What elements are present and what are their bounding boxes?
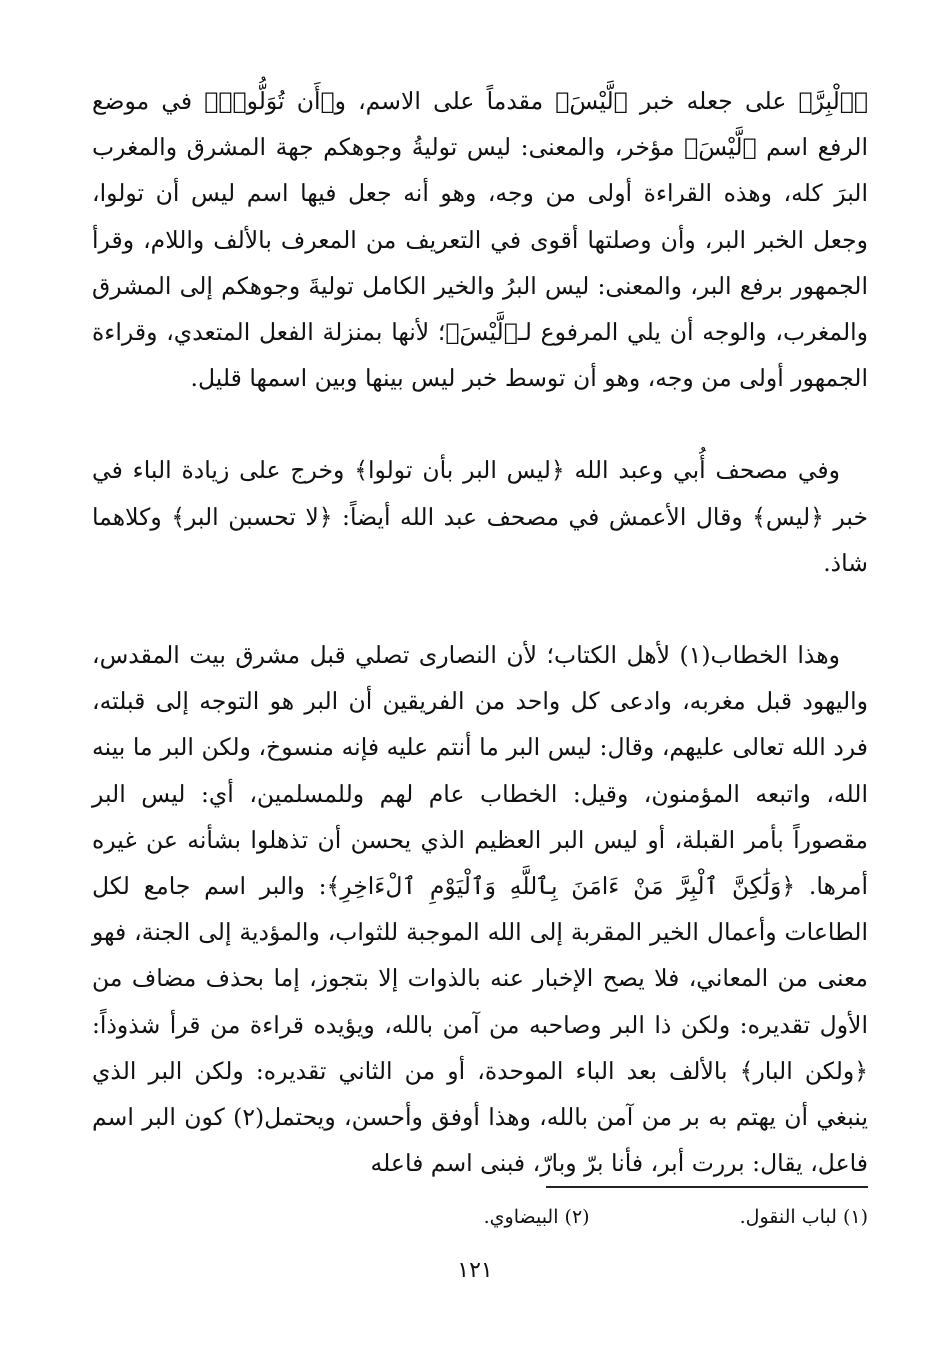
page-number: ١٢١ bbox=[457, 1258, 493, 1283]
paragraph-3: وهذا الخطاب(١) لأهل الكتاب؛ لأن النصارى تصلي قبل مشرق بيت المقدس، واليهود قبل مغربه، وادعى كل واحد من الفريقين أن البر هو التوجه إلى قبلته، فرد الله تعالى عليهم، وقال: ليس البر ما أنتم عليه فإنه منسوخ، ولكن البر ما بينه الله، واتبعه المؤمنون، وقيل: الخطاب عام لهم وللمسلمين، أي: ليس البر مقصوراً بأمر القبلة، أو ليس البر العظيم الذي يحسن أن تذهلوا بشأنه عن غيره أمرها. ﴿وَلَٰكِنَّ ٱلْبِرَّ مَنْ ءَامَنَ بِٱللَّهِ وَٱلْيَوْمِ ٱلْءَاخِرِ﴾: والبر اسم جامع لكل الطاعات وأعمال الخير المقربة إلى الله الموجبة للثواب، والمؤدية إلى الجنة، فهو معنى من المعاني، فلا يصح الإخبار عنه بالذوات إلا بتجوز، إما بحذف مضاف من الأول تقديره: ولكن ذا البر وصاحبه من آمن بالله، ويؤيده قراءة من قرأ شذوذاً: ﴿ولكن البار﴾ بالألف بعد الباء الموحدة، أو من الثاني تقديره: ولكن البر الذي ينبغي أن يهتم به بر من آمن بالله، وهذا أوفق وأحسن، ويحتمل(٢) كون البر اسم فاعل، يقال: بررت أبر، فأنا برّ وبارّ، فبنى اسم فاعله bbox=[92, 641, 868, 1178]
paragraph-1: ﴿ٱلْبِرَّ﴾ على جعله خبر ﴿لَّيْسَ﴾ مقدماً على الاسم، و﴿أَن تُوَلُّوا۟﴾ في موضع الرفع اسم ﴿لَّيْسَ﴾ مؤخر، والمعنى: ليس توليةُ وجوهكم جهة المشرق والمغرب البرَ كله، وهذه القراءة أولى من وجه، وهو أنه جعل فيها اسم ليس أن تولوا، وجعل الخبر البر، وأن وصلتها أقوى في التعريف من المعرف بالألف واللام، وقرأ الجمهور برفع البر، والمعنى: ليس البرُ والخير الكامل توليةَ وجوهكم إلى المشرق والمغرب، والوجه أن يلي المرفوع لـ﴿لَّيْسَ﴾؛ لأنها بمنزلة الفعل المتعدي، وقراءة الجمهور أولى من وجه، وهو أن توسط خبر ليس بينها وبين اسمها قليل. bbox=[92, 87, 868, 393]
footnote-divider bbox=[546, 1186, 868, 1188]
page-body bbox=[92, 78, 868, 1186]
footnotes bbox=[300, 1202, 868, 1232]
footnote-1: (١) لباب النقول. bbox=[739, 1206, 868, 1228]
paragraph-2: وفي مصحف أُبي وعبد الله ﴿ليس البر بأن تولوا﴾ وخرج على زيادة الباء في خبر ﴿ليس﴾ وقال الأعمش في مصحف عبد الله أيضاً: ﴿لا تحسبن البر﴾ وكلاهما شاذ. bbox=[92, 456, 868, 577]
footnote-2: (٢) البيضاوي. bbox=[483, 1206, 590, 1228]
